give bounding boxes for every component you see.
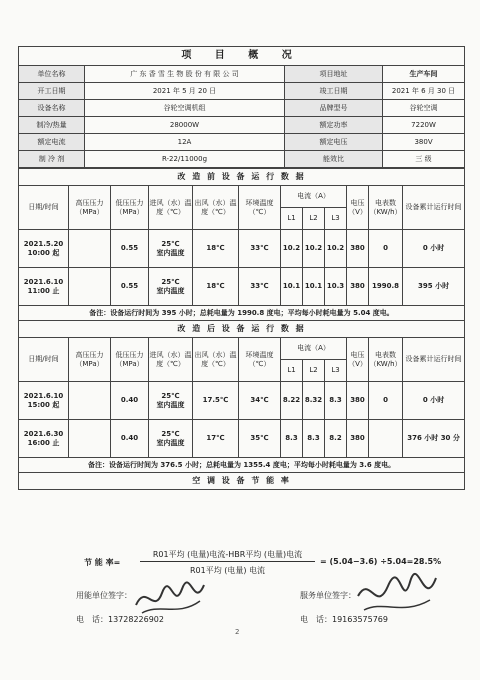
row-outlet: 17.5℃ <box>193 382 239 420</box>
col-lp: 低压压力（MPa） <box>111 186 149 230</box>
row-inlet-label: 室内温度 <box>156 438 185 447</box>
report-sheet <box>18 46 464 490</box>
user-signature-scribble <box>130 575 210 621</box>
row-inlet-temp: 25℃ <box>161 239 180 248</box>
user-signature-label: 用能单位签字： <box>76 591 132 600</box>
col-inlet: 进风（水）温度（℃） <box>149 338 193 382</box>
row-voltage: 380 <box>347 230 369 268</box>
col-ambient: 环境温度（℃） <box>239 338 281 382</box>
device-name: 谷轮空调机组 <box>85 100 285 117</box>
service-phone-label: 电 话： <box>300 615 332 624</box>
overview-table <box>18 46 465 168</box>
rated-voltage: 380V <box>383 134 465 151</box>
col-meter: 电表数（KW/h） <box>369 186 403 230</box>
row-runtime: 376 小时 30 分 <box>403 420 465 458</box>
cooling-label: 制冷/热量 <box>19 117 85 134</box>
col-ambient: 环境温度（℃） <box>239 186 281 230</box>
before-section-title: 改 造 前 设 备 运 行 数 据 <box>19 169 465 186</box>
col-l3: L3 <box>325 360 347 382</box>
row-meter: 1990.8 <box>369 268 403 306</box>
table-row <box>19 420 465 458</box>
rated-current-label: 额定电流 <box>19 134 85 151</box>
row-inlet-label: 室内温度 <box>156 248 185 257</box>
row-ambient: 35℃ <box>239 420 281 458</box>
row-outlet: 18℃ <box>193 268 239 306</box>
row-l3: 8.3 <box>325 382 347 420</box>
rated-voltage-label: 额定电压 <box>285 134 383 151</box>
row-hp <box>69 230 111 268</box>
table-row <box>19 268 465 306</box>
rated-current: 12A <box>85 134 285 151</box>
before-table <box>18 168 465 490</box>
row-lp: 0.40 <box>111 382 149 420</box>
row-date: 2021.6.10 <box>23 277 64 286</box>
row-inlet-label: 室内温度 <box>156 286 185 295</box>
service-signature-scribble <box>350 570 440 622</box>
start-date-label: 开工日期 <box>19 83 85 100</box>
row-hp <box>69 268 111 306</box>
row-l1: 10.1 <box>281 268 303 306</box>
savings-result: = (5.04−3.6) ÷5.04=28.5% <box>320 557 442 566</box>
savings-numerator: R01平均 (电量)电流-HBR平均 (电量)电流 <box>140 549 315 562</box>
row-ambient: 33℃ <box>239 230 281 268</box>
row-inlet-temp: 25℃ <box>161 429 180 438</box>
col-l2: L2 <box>303 208 325 230</box>
row-lp: 0.40 <box>111 420 149 458</box>
service-phone: 19163575769 <box>332 615 388 624</box>
table-row <box>19 382 465 420</box>
row-l1: 8.3 <box>281 420 303 458</box>
col-runtime: 设备累计运行时间 <box>403 186 465 230</box>
row-l2: 10.2 <box>303 230 325 268</box>
service-signature-label: 服务单位签字： <box>300 591 356 600</box>
row-l3: 10.2 <box>325 230 347 268</box>
col-l2: L2 <box>303 360 325 382</box>
row-date: 2021.6.10 <box>23 391 64 400</box>
row-ambient: 33℃ <box>239 268 281 306</box>
col-runtime: 设备累计运行时间 <box>403 338 465 382</box>
col-l1: L1 <box>281 360 303 382</box>
savings-label: 节 能 率= <box>84 558 121 567</box>
col-datetime: 日期/时间 <box>19 186 69 230</box>
unit-name-label: 单位名称 <box>19 66 85 83</box>
col-voltage: 电压（V） <box>347 338 369 382</box>
row-time: 10:00 起 <box>27 248 60 257</box>
col-l3: L3 <box>325 208 347 230</box>
row-l2: 8.32 <box>303 382 325 420</box>
after-section-title: 改 造 后 设 备 运 行 数 据 <box>19 321 465 338</box>
page-number: 2 <box>235 628 240 636</box>
user-phone-label: 电 话： <box>76 615 108 624</box>
row-voltage: 380 <box>347 268 369 306</box>
row-time: 16:00 止 <box>27 438 60 447</box>
project-address-label: 项目地址 <box>285 66 383 83</box>
col-hp: 高压压力（MPa） <box>69 186 111 230</box>
row-l1: 8.22 <box>281 382 303 420</box>
row-l2: 8.3 <box>303 420 325 458</box>
col-current: 电流（A） <box>281 338 347 360</box>
row-l2: 10.1 <box>303 268 325 306</box>
row-runtime: 0 小时 <box>403 230 465 268</box>
col-outlet: 出风（水）温度（℃） <box>193 186 239 230</box>
completion-date: 2021 年 6 月 30 日 <box>383 83 465 100</box>
row-outlet: 17℃ <box>193 420 239 458</box>
row-inlet-temp: 25℃ <box>161 391 180 400</box>
row-inlet-label: 室内温度 <box>156 400 185 409</box>
col-lp: 低压压力（MPa） <box>111 338 149 382</box>
row-hp <box>69 382 111 420</box>
col-outlet: 出风（水）温度（℃） <box>193 338 239 382</box>
col-current: 电流（A） <box>281 186 347 208</box>
row-time: 15:00 起 <box>27 400 60 409</box>
project-address: 生产车间 <box>383 66 465 83</box>
device-name-label: 设备名称 <box>19 100 85 117</box>
page-title: 项 目 概 况 <box>19 47 465 66</box>
row-l3: 8.2 <box>325 420 347 458</box>
row-runtime: 0 小时 <box>403 382 465 420</box>
table-row <box>19 230 465 268</box>
start-date: 2021 年 5 月 20 日 <box>85 83 285 100</box>
col-l1: L1 <box>281 208 303 230</box>
brand-label: 品牌型号 <box>285 100 383 117</box>
refrigerant: R-22/11000g <box>85 151 285 168</box>
row-date: 2021.5.20 <box>23 239 64 248</box>
row-runtime: 395 小时 <box>403 268 465 306</box>
row-lp: 0.55 <box>111 268 149 306</box>
before-note: 备注：设备运行时间为 395 小时；总耗电量为 1990.8 度电；平均每小时耗电量为 5.04 度电。 <box>19 306 465 321</box>
unit-name: 广 东 香 雪 生 物 股 份 有 限 公 司 <box>85 66 285 83</box>
col-hp: 高压压力（MPa） <box>69 338 111 382</box>
row-meter: 0 <box>369 382 403 420</box>
row-ambient: 34℃ <box>239 382 281 420</box>
brand: 谷轮空调 <box>383 100 465 117</box>
row-time: 11:00 止 <box>27 286 60 295</box>
savings-denominator: R01平均 (电量) 电流 <box>189 566 266 575</box>
row-lp: 0.55 <box>111 230 149 268</box>
user-phone: 13728226902 <box>108 615 164 624</box>
row-hp <box>69 420 111 458</box>
after-note: 备注：设备运行时间为 376.5 小时；总耗电量为 1355.4 度电；平均每小时耗电量为 3.6 度电。 <box>19 458 465 473</box>
row-outlet: 18℃ <box>193 230 239 268</box>
col-meter: 电表数（KW/h） <box>369 338 403 382</box>
col-inlet: 进风（水）温度（℃） <box>149 186 193 230</box>
rated-power: 7220W <box>383 117 465 134</box>
col-datetime: 日期/时间 <box>19 338 69 382</box>
cooling: 28000W <box>85 117 285 134</box>
row-inlet-temp: 25℃ <box>161 277 180 286</box>
completion-date-label: 竣工日期 <box>285 83 383 100</box>
efficiency-label: 能效比 <box>285 151 383 168</box>
rated-power-label: 额定功率 <box>285 117 383 134</box>
savings-section-title: 空 调 设 备 节 能 率 <box>19 473 465 490</box>
row-meter: 0 <box>369 230 403 268</box>
efficiency: 三 级 <box>383 151 465 168</box>
col-voltage: 电压（V） <box>347 186 369 230</box>
row-l3: 10.3 <box>325 268 347 306</box>
row-voltage: 380 <box>347 382 369 420</box>
row-l1: 10.2 <box>281 230 303 268</box>
row-meter <box>369 420 403 458</box>
refrigerant-label: 制 冷 剂 <box>19 151 85 168</box>
row-voltage: 380 <box>347 420 369 458</box>
row-date: 2021.6.30 <box>23 429 64 438</box>
